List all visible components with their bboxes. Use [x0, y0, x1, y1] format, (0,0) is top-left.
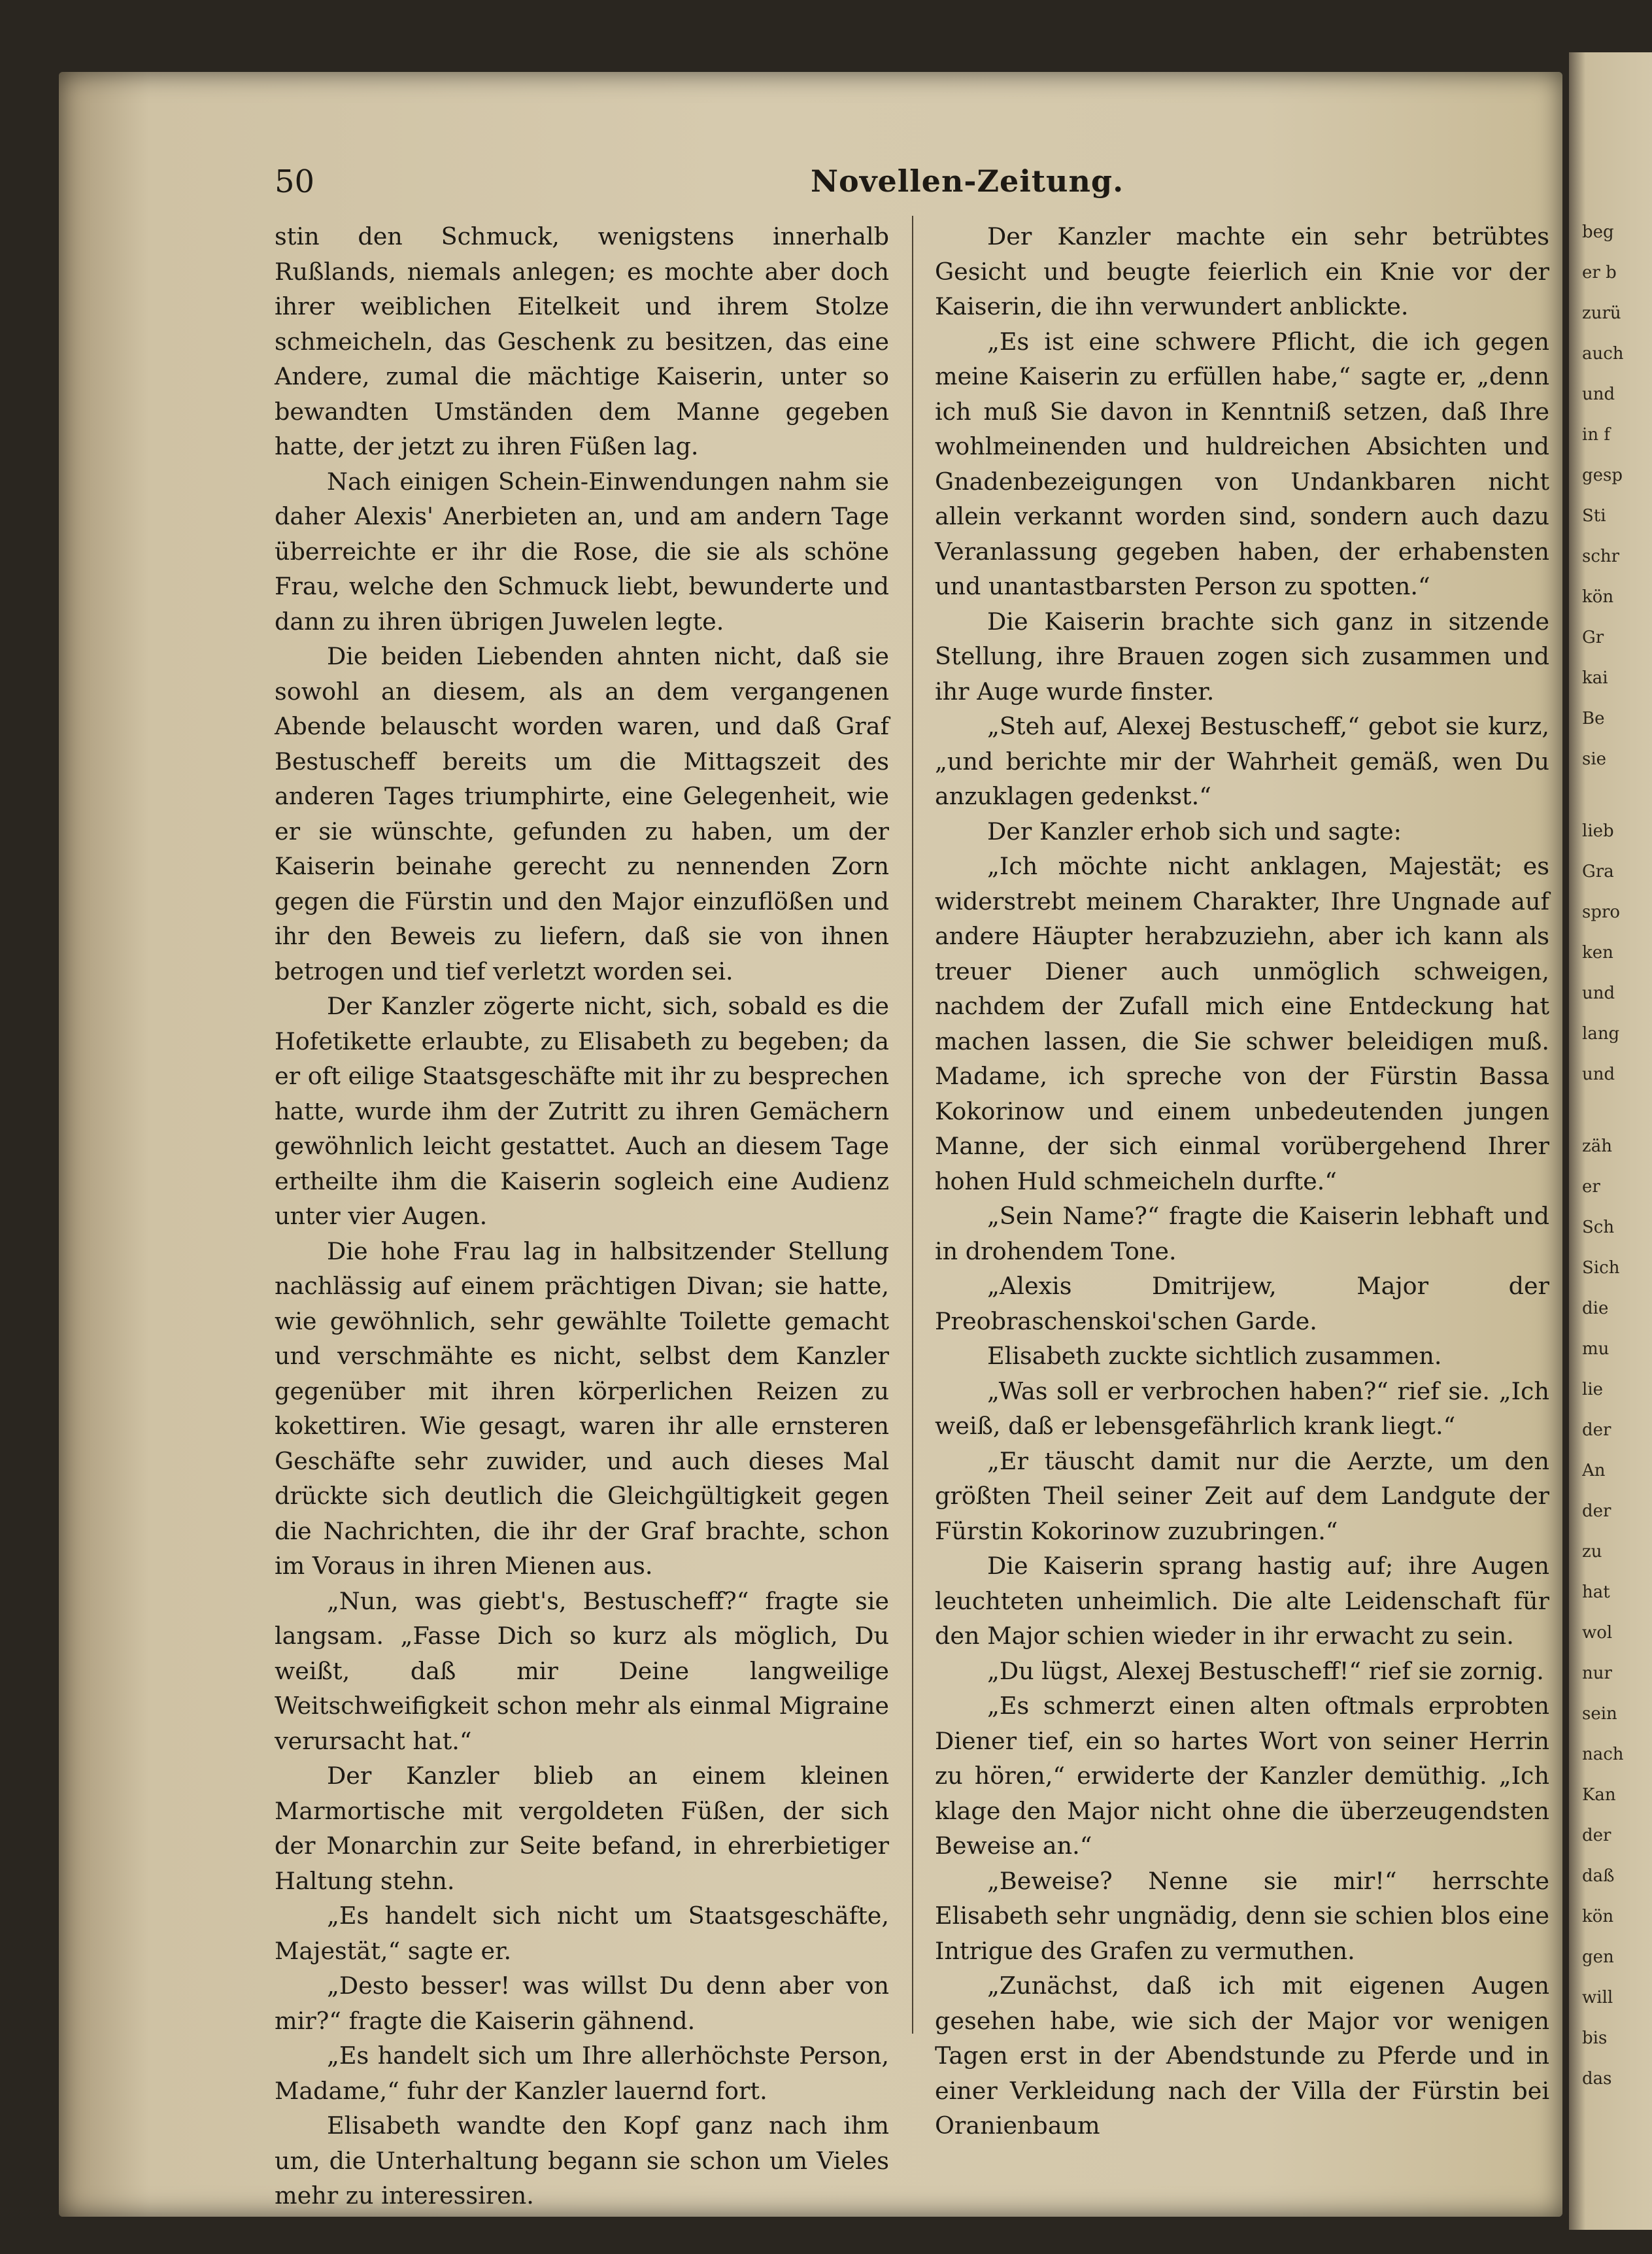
paragraph: Der Kanzler machte ein sehr betrübtes Gesicht und beugte feierlich ein Knie vor der Kaiserin, die ihn verwundert anblickte. — [935, 222, 1549, 320]
adjacent-page-word: und — [1582, 1065, 1615, 1084]
paragraph: Die Kaiserin sprang hastig auf; ihre Augen leuchteten unheimlich. Die alte Leidenschaft für den Major schien wieder in ihr erwacht zu sein. — [935, 1552, 1549, 1650]
adjacent-page-word: der — [1582, 1501, 1611, 1521]
adjacent-page-word: zurü — [1582, 303, 1621, 323]
adjacent-page-word: Sich — [1582, 1258, 1620, 1278]
adjacent-page-word: hat — [1582, 1582, 1610, 1602]
adjacent-page-word: der — [1582, 1826, 1611, 1845]
adjacent-page-word: sein — [1582, 1704, 1617, 1724]
adjacent-page-word: wol — [1582, 1623, 1613, 1643]
adjacent-page-word: kai — [1582, 668, 1608, 688]
adjacent-page-word: Gra — [1582, 862, 1614, 881]
adjacent-page-word: lieb — [1582, 821, 1614, 841]
paragraph: „Zunächst, daß ich mit eigenen Augen gesehen habe, wie sich der Major vor wenigen Tagen erst in der Abendstunde zu Pferde und in einer Verkleidung nach der Villa der Fürstin bei Oranienbaum — [935, 1972, 1549, 2140]
paragraph: Der Kanzler erhob sich und sagte: — [987, 817, 1402, 845]
running-title: Novellen-Zeitung. — [811, 163, 1124, 199]
adjacent-page-word: auch — [1582, 344, 1624, 364]
paragraph: Elisabeth zuckte sichtlich zusammen. — [987, 1342, 1442, 1370]
adjacent-page-word: die — [1582, 1299, 1609, 1318]
paragraph: „Es ist eine schwere Pflicht, die ich gegen meine Kaiserin zu erfüllen habe,“ sagte er, „denn ich muß Sie davon in Kenntniß setzen, daß Ihre wohlmeinenden und huldreichen Absichten und Gnadenbezeigungen von Undankbaren nicht allein verkannt worden sind, sondern auch dazu Veranlassung gegeben haben, der erhabensten und unantastbarsten Person zu spotten.“ — [935, 327, 1549, 600]
paragraph: Die beiden Liebenden ahnten nicht, daß sie sowohl an diesem, als an dem vergangenen Abende belauscht worden waren, und daß Graf Bestuscheff bereits um die Mittagszeit des anderen Tages triumphirte, eine Gelegenheit, wie er sie wünschte, gefunden zu haben, um der Kaiserin beinahe gerecht zu nennenden Zorn gegen die Fürstin und den Major einzuflößen und ihr den Beweis zu liefern, daß sie von ihnen betrogen und tief verletzt worden sei. — [275, 642, 889, 985]
left-column — [275, 219, 889, 2213]
adjacent-page-word: er b — [1582, 263, 1617, 282]
paragraph: stin den Schmuck, wenigstens innerhalb Rußlands, niemals anlegen; es mochte aber doch ihrer weiblichen Eitelkeit und ihrem Stolze schmeicheln, das Geschenk zu besitzen, das eine Andere, zumal die mächtige Kaiserin, unter so bewandten Umständen dem Manne gegeben hatte, der jetzt zu ihren Füßen lag. — [275, 222, 889, 460]
adjacent-page-word: Sti — [1582, 506, 1606, 526]
adjacent-page-word: nur — [1582, 1664, 1612, 1683]
adjacent-page-word: schr — [1582, 547, 1620, 566]
adjacent-page-word: der — [1582, 1420, 1611, 1440]
adjacent-page-word: und — [1582, 384, 1615, 404]
adjacent-page-word: sie — [1582, 749, 1607, 769]
paragraph: „Es schmerzt einen alten oftmals erprobten Diener tief, ein so hartes Wort von seiner Herrin zu hören,“ erwiderte der Kanzler demüthig. „Ich klage den Major nicht ohne die überzeugendsten Beweise an.“ — [935, 1692, 1549, 1860]
adjacent-page-word: gen — [1582, 1947, 1614, 1967]
adjacent-page-word: Sch — [1582, 1218, 1615, 1237]
paragraph: Der Kanzler blieb an einem kleinen Marmortische mit vergoldeten Füßen, der sich der Monarchin zur Seite befand, in ehrerbietiger Haltung stehn. — [275, 1762, 889, 1895]
paragraph: „Steh auf, Alexej Bestuscheff,“ gebot sie kurz, „und berichte mir der Wahrheit gemäß, wen Du anzuklagen gedenkst.“ — [935, 712, 1549, 810]
adjacent-page-word: An — [1582, 1461, 1606, 1480]
paragraph: „Alexis Dmitrijew, Major der Preobraschenskoi'schen Garde. — [935, 1272, 1549, 1335]
adjacent-page-word: Gr — [1582, 628, 1604, 647]
paragraph: „Nun, was giebt's, Bestuscheff?“ fragte sie langsam. „Fasse Dich so kurz als möglich, Du weißt, daß mir Deine langweilige Weitschweifigkeit schon mehr als einmal Migraine verursacht hat.“ — [275, 1586, 889, 1755]
adjacent-page-word: kön — [1582, 587, 1614, 607]
adjacent-page-word: zäh — [1582, 1136, 1612, 1156]
column-divider — [912, 216, 913, 2034]
page-header — [275, 163, 1569, 209]
paragraph: „Beweise? Nenne sie mir!“ herrschte Elisabeth sehr ungnädig, denn sie schien blos eine Intrigue des Grafen zu vermuthen. — [935, 1866, 1549, 1965]
paragraph: „Desto besser! was willst Du denn aber von mir?“ fragte die Kaiserin gähnend. — [275, 1972, 889, 2035]
adjacent-page-word: gesp — [1582, 466, 1623, 485]
paragraph: Die Kaiserin brachte sich ganz in sitzende Stellung, ihre Brauen zogen sich zusammen und ihr Auge wurde finster. — [935, 607, 1549, 706]
paragraph: „Es handelt sich nicht um Staatsgeschäfte, Majestät,“ sagte er. — [275, 1902, 889, 1965]
adjacent-page-word: nach — [1582, 1745, 1624, 1764]
paragraph: Elisabeth wandte den Kopf ganz nach ihm um, die Unterhaltung begann sie schon um Vieles mehr zu interessiren. — [275, 2111, 889, 2210]
right-column — [935, 219, 1549, 2143]
adjacent-page-word: mu — [1582, 1339, 1610, 1359]
adjacent-page-word: Kan — [1582, 1785, 1616, 1805]
adjacent-page-word: beg — [1582, 222, 1614, 242]
adjacent-page-word: das — [1582, 2069, 1612, 2089]
adjacent-page-word: ken — [1582, 943, 1613, 963]
adjacent-page-word: kön — [1582, 1907, 1614, 1926]
adjacent-page-word: Be — [1582, 709, 1605, 728]
paragraph: „Er täuscht damit nur die Aerzte, um den größten Theil seiner Zeit auf dem Landgute der Fürstin Kokorinow zuzubringen.“ — [935, 1446, 1549, 1545]
adjacent-page-word: und — [1582, 983, 1615, 1003]
adjacent-page-word: in f — [1582, 425, 1610, 445]
paragraph: „Sein Name?“ fragte die Kaiserin lebhaft und in drohendem Tone. — [935, 1202, 1549, 1265]
adjacent-page-word: will — [1582, 1988, 1613, 2007]
adjacent-page-word: lie — [1582, 1380, 1604, 1399]
page-number: 50 — [275, 163, 315, 200]
adjacent-page-word: lang — [1582, 1024, 1620, 1044]
paragraph: Der Kanzler zögerte nicht, sich, sobald es die Hofetikette erlaubte, zu Elisabeth zu begeben; da er oft eilige Staatsgeschäfte mit ihr zu besprechen hatte, wurde ihm der Zutritt zu ihren Gemächern gewöhnlich leicht gestattet. Auch an diesem Tage ertheilte ihm die Kaiserin sogleich eine Audienz unter vier Augen. — [275, 992, 889, 1230]
paragraph: „Was soll er verbrochen haben?“ rief sie. „Ich weiß, daß er lebensgefährlich krank liegt.“ — [935, 1376, 1549, 1440]
adjacent-page-word: daß — [1582, 1866, 1615, 1886]
paragraph: „Ich möchte nicht anklagen, Majestät; es widerstrebt meinem Charakter, Ihre Ungnade auf andere Häupter herabzuziehn, aber ich kann als treuer Diener auch unmöglich schweigen, nachdem der Zufall mich eine Entdeckung hat machen lassen, die Sie schwer beleidigen muß. Madame, ich spreche von der Fürstin Bassa Kokorinow und einem unbedeutenden jungen Manne, der sich einmal vorübergehend Ihrer hohen Huld schmeicheln durfte.“ — [935, 852, 1549, 1195]
paragraph: „Du lügst, Alexej Bestuscheff!“ rief sie zornig. — [987, 1656, 1544, 1685]
paragraph: Nach einigen Schein-Einwendungen nahm sie daher Alexis' Anerbieten an, und am andern Tage überreichte er ihr die Rose, die sie als schöne Frau, welche den Schmuck liebt, bewunderte und dann zu ihren übrigen Juwelen legte. — [275, 467, 889, 636]
adjacent-page-word: er — [1582, 1177, 1600, 1197]
paragraph: „Es handelt sich um Ihre allerhöchste Person, Madame,“ fuhr der Kanzler lauernd fort. — [275, 2041, 889, 2105]
adjacent-page-word: bis — [1582, 2028, 1608, 2048]
paragraph: Die hohe Frau lag in halbsitzender Stellung nachlässig auf einem prächtigen Divan; sie hatte, wie gewöhnlich, sehr gewählte Toilette gemacht und verschmähte es nicht, selbst dem Kanzler gegenüber mit ihren körperlichen Reizen zu kokettiren. Wie gesagt, waren ihr alle ernsteren Geschäfte sehr zuwider, und auch dieses Mal drückte sich deutlich die Gleichgültigkeit gegen die Nachrichten, die ihr der Graf brachte, schon im Voraus in ihren Mienen aus. — [275, 1237, 889, 1580]
adjacent-page-word: spro — [1582, 902, 1621, 922]
adjacent-page-word: zu — [1582, 1542, 1602, 1562]
